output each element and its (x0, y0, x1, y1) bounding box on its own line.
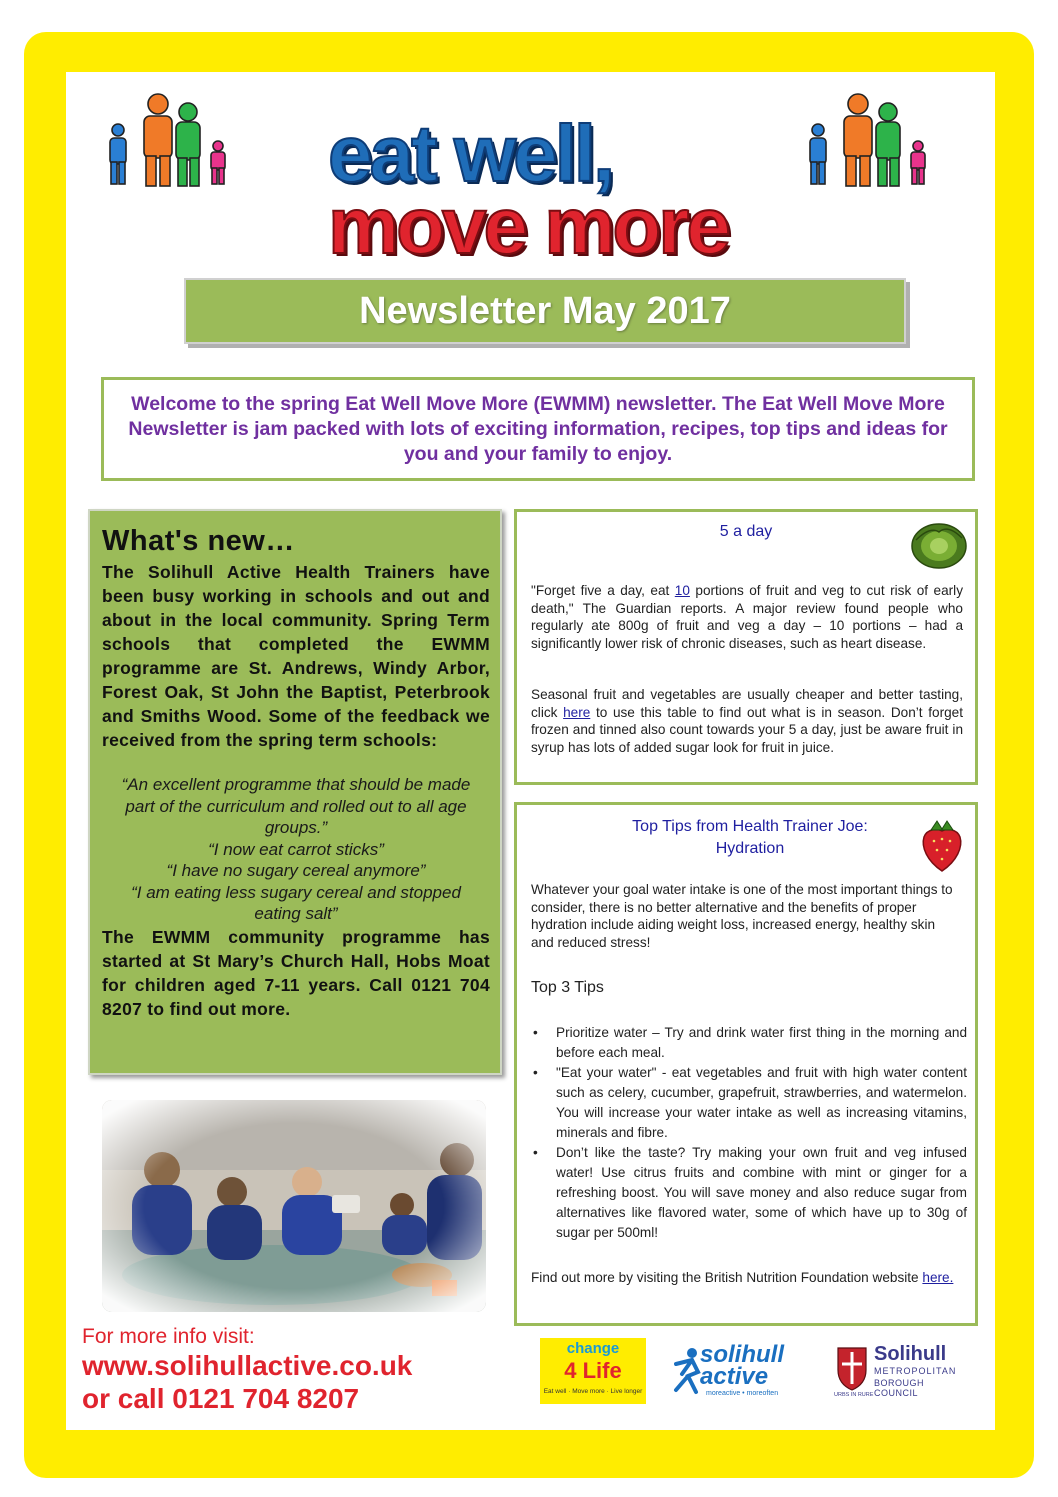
feedback-quote: “I am eating less sugary cereal and stopped eating salt” (131, 882, 461, 923)
five-a-day-paragraph-2 (531, 686, 963, 756)
solihull-council-logo (834, 1342, 970, 1400)
top-tips-title (517, 816, 983, 860)
council-logo-motto: URBS IN RURE (834, 1392, 874, 1398)
whats-new-panel (88, 509, 502, 1075)
bnf-website-link[interactable]: here. (922, 1270, 954, 1285)
wordmark-eat-well: eat well, (328, 109, 613, 198)
phone-number: or call 0121 704 8207 (82, 1383, 360, 1414)
family-logo-right (790, 86, 940, 196)
solihull-active-logo-tagline: moreactive • moreoften (706, 1390, 779, 1397)
top-tips-box (514, 802, 978, 1326)
council-logo-sub2: BOROUGH COUNCIL (874, 1378, 925, 1398)
family-logo-left (90, 86, 240, 196)
five-a-day-text: Seasonal fruit and vegetables are usually cheaper and better tasting, click (531, 687, 963, 720)
five-a-day-text: "Forget five a day, eat (531, 583, 675, 598)
top-tips-intro: Whatever your goal water intake is one of the most important things to consider, there is no better alternative and the benefits of proper hydration include aiding weight loss, increased energy, healthy skin and reduced stress! (531, 882, 953, 950)
tip-text: Don’t like the taste? Try making your own fruit and veg infused water! Use citrus fruits and combine with mint or ginger for a refreshing boost. You will save money and also reduce sugar from alternatives like flavored water, some of which have up to 30g of sugar per 500ml! (556, 1145, 967, 1240)
more-info-label: For more info visit: (82, 1325, 255, 1348)
strawberry-icon (919, 817, 965, 873)
top-tips-outro (531, 1269, 963, 1287)
newsletter-title-banner (184, 278, 906, 344)
bullet-icon: • (533, 1065, 538, 1080)
bullet-icon: • (533, 1145, 538, 1160)
change4life-logo-main: 4 Life (564, 1358, 622, 1383)
solihull-active-logo-main: solihull active (700, 1341, 784, 1390)
feedback-quote: “I now eat carrot sticks” (208, 839, 384, 859)
seasonal-table-link[interactable]: here (563, 704, 591, 720)
wordmark-move-more: move more (328, 181, 728, 270)
five-a-day-text: to use this table to find out what is in season. Don’t forget frozen and tinned also count towards your 5 a day, just be aware fruit in syrup has lots of added sugar look for fruit in juice. (531, 704, 963, 755)
change4life-logo-tagline: Eat well · Move more · Live longer (543, 1388, 643, 1395)
newsletter-title: Newsletter May 2017 (359, 289, 731, 332)
council-crest-icon (834, 1344, 870, 1392)
contact-info (82, 1325, 412, 1415)
tip-text: Prioritize water – Try and drink water first thing in the morning and before each meal. (556, 1025, 967, 1060)
five-a-day-title: 5 a day (719, 523, 773, 540)
change4life-logo (540, 1338, 646, 1404)
tip-item (531, 1023, 967, 1063)
tip-item (531, 1063, 967, 1143)
tip-item (531, 1143, 967, 1243)
five-a-day-box (514, 509, 978, 785)
five-a-day-text: portions of fruit and veg to cut risk of early death," The Guardian reports. A major review found people who regularly ate 800g of fruit and veg a day – 10 portions – had a significantly lower risk of chronic diseases, such as heart disease. (531, 583, 964, 651)
council-logo-name: Solihull (874, 1343, 947, 1365)
feedback-quote: “An excellent programme that should be made part of the curriculum and rolled out to all age groups.” (121, 775, 471, 837)
feedback-quote: “I have no sugary cereal anymore” (166, 861, 426, 880)
top-tips-title-line1: Top Tips from Health Trainer Joe: (632, 818, 868, 835)
community-programme-text: The EWMM community programme has started at St Mary’s Church Hall, Hobs Moat for children aged 7-11 years. Call 0121 704 8207 to find out more. (102, 926, 490, 1019)
bullet-icon: • (533, 1025, 538, 1040)
tips-list (531, 1023, 967, 1243)
change4life-logo-top: change (566, 1340, 620, 1357)
children-classroom-photo (102, 1100, 486, 1312)
cabbage-icon (910, 518, 968, 570)
tip-text: "Eat your water" - eat vegetables and fruit with high water content such as celery, cucumber, grapefruit, strawberries, and watermelon. You will increase your water intake as well as increasing vitamins, minerals and fibre. (556, 1065, 967, 1140)
whats-new-intro: The Solihull Active Health Trainers have been busy working in schools and out and about in the local community. Spring Term schools that completed the EWMM programme are St. Andrews, Windy Arbor, Forest Oak, St John the Baptist, Peterbrook and Smiths Wood. Some of the feedback we received from the spring term schools: (102, 562, 490, 750)
five-a-day-paragraph-1 (531, 582, 963, 652)
feedback-quotes (108, 774, 484, 925)
welcome-box (101, 377, 975, 481)
top-tips-title-line2: Hydration (715, 840, 785, 857)
top-3-tips-heading: Top 3 Tips (531, 979, 604, 996)
ten-portions-link[interactable]: 10 (674, 583, 690, 598)
outro-text: Find out more by visiting the British Nutrition Foundation website (531, 1270, 923, 1285)
council-logo-sub1: METROPOLITAN (874, 1366, 957, 1376)
website-link[interactable]: www.solihullactive.co.uk (82, 1350, 413, 1381)
welcome-text: Welcome to the spring Eat Well Move More (EWMM) newsletter. The Eat Well Move More Newsletter is jam packed with lots of exciting information, recipes, top tips and ideas for you and your family to enjoy. (128, 392, 948, 465)
solihull-active-logo (666, 1338, 822, 1404)
whats-new-heading: What's new… (102, 525, 295, 557)
